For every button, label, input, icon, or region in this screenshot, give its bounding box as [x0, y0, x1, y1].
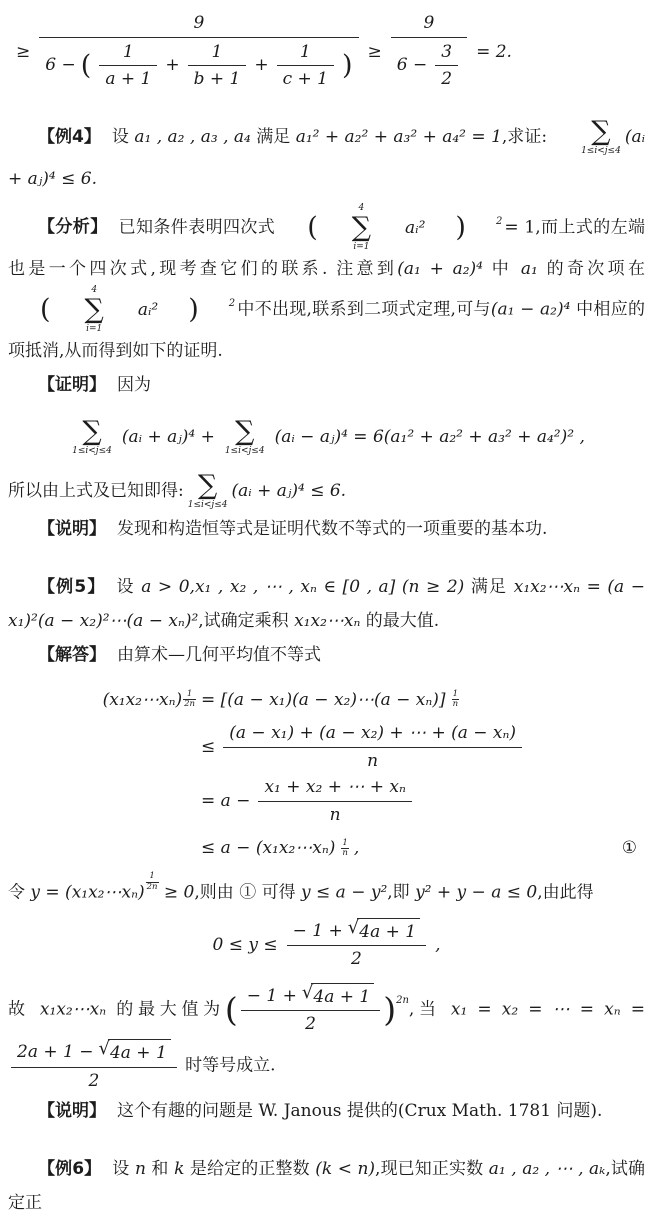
- text-run: ,现已知正实数: [375, 1159, 489, 1180]
- exponent-fraction: 1 n: [342, 837, 348, 858]
- right-paren: ): [455, 212, 466, 244]
- math-run: (aᵢ + aⱼ)⁴ +: [121, 426, 215, 447]
- text-run: 令: [8, 882, 31, 903]
- math-run: y = (x₁x₂⋯xₙ): [30, 882, 145, 903]
- text-run: 中相应的项抵消,从而得到如下的证明.: [8, 299, 645, 361]
- leq-sign: ≤: [201, 737, 216, 758]
- math-run: x₁ = x₂ = ⋯ = xₙ =: [450, 999, 646, 1020]
- math-run: x₁x₂⋯xₙ: [39, 999, 107, 1020]
- math-run: (aᵢ + aⱼ)⁴ ≤ 6.: [231, 480, 347, 501]
- text-run: 因为: [117, 374, 151, 395]
- text-run: ,由此得: [537, 882, 594, 903]
- text-run: 由算术—几何平均值不等式: [117, 644, 321, 665]
- display-bound: [8, 914, 645, 976]
- summation: ∑ 1≤i<j≤4: [187, 470, 228, 511]
- math-run: a₁ , a₂ , a₃ , a₄: [134, 126, 251, 147]
- exponent-fraction: 1 2n: [146, 871, 158, 892]
- text-run: 时等号成立.: [179, 1055, 276, 1076]
- text-run: ,试确定正: [8, 1159, 646, 1214]
- fraction: $\frac{\text{(a − x₁) + (a − x₂) + ⋯ + (a − xₙ)}}{n}$: [223, 720, 522, 774]
- exponent: 2: [228, 297, 236, 309]
- text-run: ,当: [408, 999, 451, 1020]
- right-paren: ): [188, 294, 199, 326]
- text-run: 满足: [250, 126, 296, 147]
- text-run: = 1,而上式的左端也是一个四次式,现考查它们的联系. 注意到: [8, 217, 646, 279]
- text-run: 的最大值.: [360, 610, 440, 631]
- math-run: ≤ a − (x₁x₂⋯xₙ): [201, 838, 336, 859]
- solution-label: 【解答】: [38, 644, 106, 665]
- exponent: 2n: [396, 994, 409, 1006]
- summation: [551, 118, 621, 156]
- math-token: 6 −: [396, 55, 428, 76]
- derivation-line-4: ≤ a − (x₁x₂⋯xₙ) 1 n , ①: [201, 837, 637, 859]
- text-run: 设: [112, 1159, 135, 1180]
- fraction-main-2: 9 6 − $\frac{3}{2}$: [391, 10, 467, 94]
- math-run: k: [174, 1159, 185, 1180]
- example4-label: 【例4】: [38, 126, 101, 147]
- plus-sign: +: [165, 55, 180, 76]
- right-paren: ): [383, 990, 397, 1030]
- text-run: 可得: [256, 882, 301, 903]
- summation: ∑ 1≤i<j≤4: [72, 415, 112, 456]
- left-paren: (: [80, 50, 92, 82]
- paragraph-example6: [8, 1152, 645, 1220]
- derivation-line-3: [8, 774, 645, 828]
- proof-label: 【证明】: [38, 374, 106, 395]
- fraction-1-over-b1: $\frac{1}{b + 1}$: [188, 39, 247, 93]
- text-run: 这个有趣的问题是 W. Janous 提供的(Crux Math. 1781 问题).: [117, 1101, 603, 1122]
- paragraph-let-y: [8, 872, 645, 909]
- example6-label: 【例6】: [38, 1159, 102, 1180]
- left-paren: (: [224, 990, 238, 1030]
- paragraph-note2: [8, 1094, 645, 1128]
- fraction-3-over-2: $\frac{3}{2}$: [435, 39, 458, 93]
- example5-label: 【例5】: [38, 576, 106, 597]
- fraction-numerator: 9: [193, 13, 205, 33]
- plus-sign: +: [254, 55, 269, 76]
- analysis-label: 【分析】: [38, 217, 108, 238]
- equation-ref-1: ①: [621, 838, 637, 859]
- left-paren: (: [307, 212, 318, 244]
- derivation-line-2: [8, 720, 645, 774]
- right-paren: ): [341, 50, 353, 82]
- fraction-main-1: [39, 10, 358, 94]
- math-run: (a₁ + a₂)⁴: [397, 258, 484, 279]
- math-run: (k < n): [315, 1159, 376, 1180]
- square-root: √ 4a + 1: [98, 1039, 170, 1066]
- parenthesized-expression: [225, 982, 409, 1038]
- result-token: = 2.: [476, 41, 512, 62]
- math-run: (x₁x₂⋯xₙ): [102, 689, 183, 710]
- text-run: ,试确定乘积: [198, 610, 295, 631]
- summation-limits: 1≤i<j≤4: [581, 146, 621, 157]
- text-run: 设: [116, 576, 142, 597]
- summation-lower-limit: i=1: [353, 241, 370, 252]
- math-run: = a −: [201, 791, 251, 812]
- math-run: 0 ≤ y ≤: [212, 934, 278, 955]
- equation-ref-1: ①: [239, 882, 257, 903]
- math-run: a₁ , a₂ , ⋯ , aₖ: [488, 1159, 606, 1180]
- math-run: x₁x₂⋯xₙ = (a − x₁)²(a − x₂)²⋯(a − xₙ)²: [8, 576, 645, 631]
- derivation-line-1: [8, 680, 645, 720]
- text-run: ,求证:: [501, 126, 548, 147]
- sigma-icon: ∑: [591, 116, 611, 148]
- display-inequality-chain: [8, 10, 645, 94]
- sigma-icon: ∑: [197, 470, 218, 502]
- text-run: ,则由: [194, 882, 240, 903]
- math-run: ,: [435, 934, 441, 955]
- paragraph-note1: [8, 512, 645, 546]
- math-run: n: [134, 1159, 146, 1180]
- fraction-1-over-c1: $\frac{1}{c + 1}$: [277, 39, 334, 93]
- math-run: y ≤ a − y²: [301, 882, 388, 903]
- paragraph-proof: [8, 368, 645, 402]
- radical-icon: √: [98, 1038, 110, 1060]
- derivation-block: [8, 680, 645, 869]
- paragraph-max-value: [8, 982, 645, 1095]
- math-run: aᵢ²: [405, 217, 426, 238]
- paragraph-conclusion: [8, 470, 645, 512]
- paragraph-example5: [8, 570, 645, 638]
- exponent-fraction: 1 2n: [184, 689, 195, 710]
- math-run: x₁x₂⋯xₙ: [294, 610, 361, 631]
- math-run: = [(a − x₁)(a − x₂)⋯(a − xₙ)]: [201, 689, 446, 710]
- radical-icon: √: [301, 981, 314, 1003]
- math-run: a₁² + a₂² + a₃² + a₄² = 1: [295, 126, 502, 147]
- note-label: 【说明】: [38, 1101, 106, 1122]
- fraction-denominator: [39, 37, 358, 94]
- math-run: ≥ 0: [158, 882, 195, 903]
- text-run: 已知条件表明四次式: [118, 217, 276, 238]
- paragraph-analysis: [8, 204, 645, 368]
- paragraph-example4: [8, 116, 645, 200]
- text-run: 发现和构造恒等式是证明代数不等式的一项重要的基本功.: [117, 518, 548, 539]
- square-root: √ 4a + 1: [348, 918, 420, 945]
- summation: [322, 204, 371, 252]
- math-run: y² + y − a ≤ 0: [415, 882, 538, 903]
- text-run: 中不出现,联系到二项式定理,可与: [237, 299, 491, 320]
- geq-sign: ≥: [367, 41, 382, 62]
- math-token: 6 −: [45, 55, 76, 76]
- sigma-icon: ∑: [82, 415, 102, 447]
- fraction: − 1 + √ 4a + 1 2: [287, 917, 426, 973]
- text-run: 和: [145, 1159, 175, 1180]
- text-run: 所以由上式及已知即得:: [8, 480, 184, 501]
- text-run: 故: [8, 999, 40, 1020]
- square-root: √ 4a + 1: [302, 983, 374, 1010]
- summation-upper-limit: 4: [358, 202, 365, 213]
- fraction: 2a + 1 − √ 4a + 1 2: [11, 1038, 177, 1094]
- math-run: a₁: [520, 258, 538, 279]
- sum-of-squares-expression: [277, 204, 502, 252]
- math-run: (aᵢ + aⱼ)⁴ ≤ 6.: [8, 126, 645, 189]
- display-identity: [8, 408, 645, 466]
- left-paren: (: [40, 294, 51, 326]
- paragraph-solution: [8, 638, 645, 672]
- exponent-fraction: 1 n: [452, 689, 459, 710]
- text-run: 的最大值为: [106, 999, 225, 1020]
- sigma-icon: ∑: [351, 211, 372, 243]
- geq-sign: ≥: [16, 41, 31, 62]
- text-run: 的奇次项在: [537, 258, 646, 279]
- summation: 4 ∑ i=1: [55, 286, 104, 334]
- text-run: 满足: [464, 576, 514, 597]
- text-run: 设: [111, 126, 135, 147]
- math-run: (a₁ − a₂)⁴: [490, 299, 571, 320]
- math-run: (aᵢ − aⱼ)⁴ = 6(a₁² + a₂² + a₃² + a₄²)² ,: [274, 426, 585, 447]
- math-run: a > 0,x₁ , x₂ , ⋯ , xₙ ∈ [0 , a] (n ≥ 2): [141, 576, 465, 597]
- sum-of-squares-expression: ( 4 ∑ i=1 aᵢ² ) $^2$: [10, 286, 235, 334]
- text-run: 中: [483, 258, 521, 279]
- text-run: ,即: [387, 882, 416, 903]
- exponent: 2: [495, 215, 503, 227]
- text-run: 是给定的正整数: [184, 1159, 316, 1180]
- radical-icon: √: [347, 916, 360, 938]
- sigma-icon: ∑: [84, 293, 104, 325]
- sigma-icon: ∑: [235, 415, 255, 447]
- fraction: $\frac{\text{x₁ + x₂ + ⋯ + xₙ}}{n}$: [258, 774, 411, 828]
- note-label: 【说明】: [38, 518, 106, 539]
- summation: ∑ 1≤i<j≤4: [224, 415, 265, 456]
- fraction-1-over-a1: $\frac{1}{a + 1}$: [99, 39, 157, 93]
- fraction: − 1 + √ 4a + 1 2: [241, 982, 380, 1038]
